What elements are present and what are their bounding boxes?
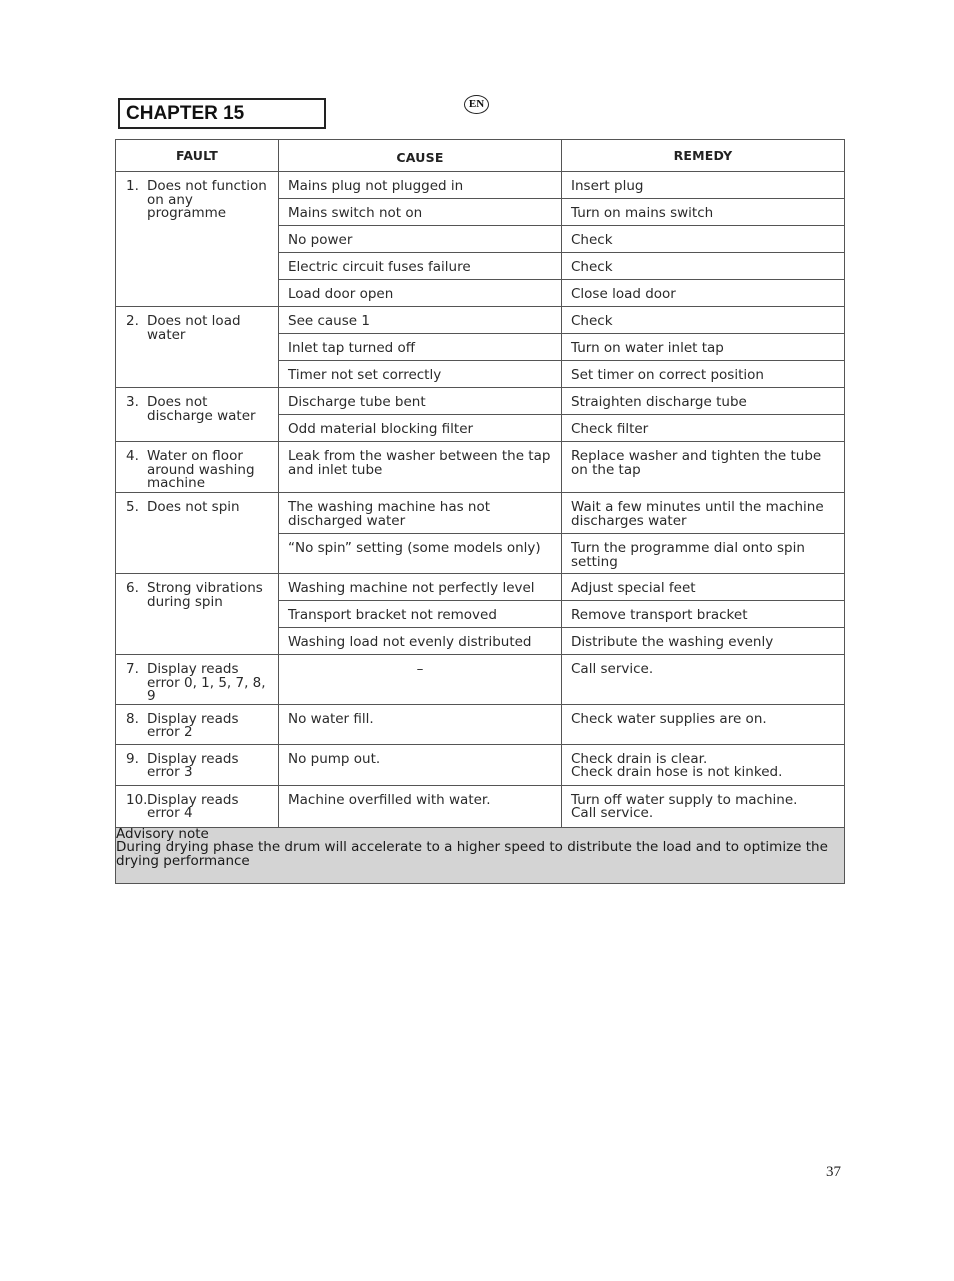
fault-number: 2. bbox=[126, 313, 139, 329]
header-cause: CAUSE bbox=[279, 140, 562, 172]
fault-cell bbox=[116, 307, 279, 388]
remedy-cell: Check bbox=[562, 226, 845, 253]
advisory-note bbox=[116, 827, 845, 883]
cause-cell: Discharge tube bent bbox=[279, 388, 562, 415]
fault-number: 9. bbox=[126, 750, 139, 767]
cause-cell: Washing machine not perfectly level bbox=[279, 574, 562, 601]
remedy-cell: Call service. bbox=[562, 655, 845, 705]
fault-cell bbox=[116, 744, 279, 785]
remedy-cell: Remove transport bracket bbox=[562, 601, 845, 628]
cause-cell: Transport bracket not removed bbox=[279, 601, 562, 628]
fault-number: 8. bbox=[126, 710, 139, 727]
fault-number: 4. bbox=[126, 448, 139, 464]
fault-text: Does not spin bbox=[147, 499, 240, 515]
fault-text: Strong vibrations during spin bbox=[147, 580, 263, 610]
cause-cell: Machine overfilled with water. bbox=[279, 785, 562, 827]
remedy-cell: Close load door bbox=[562, 280, 845, 307]
advisory-title: Advisory note bbox=[116, 825, 209, 842]
fault-text: Does not load water bbox=[147, 313, 241, 343]
table-row bbox=[116, 785, 845, 827]
remedy-cell: Turn the programme dial onto spin setting bbox=[562, 534, 845, 574]
fault-number: 5. bbox=[126, 499, 139, 515]
fault-number: 6. bbox=[126, 580, 139, 596]
table-row bbox=[116, 704, 845, 744]
table-row bbox=[116, 442, 845, 493]
remedy-cell: Insert plug bbox=[562, 172, 845, 199]
remedy-cell: Turn on mains switch bbox=[562, 199, 845, 226]
page-number: 37 bbox=[826, 1164, 841, 1180]
fault-cell bbox=[116, 574, 279, 655]
cause-cell: Leak from the washer between the tap and inlet tube bbox=[279, 442, 562, 493]
troubleshooting-table bbox=[115, 139, 845, 884]
fault-text: Display reads error 4 bbox=[147, 791, 239, 821]
fault-cell bbox=[116, 442, 279, 493]
fault-text: Display reads error 2 bbox=[147, 710, 239, 740]
remedy-cell: Straighten discharge tube bbox=[562, 388, 845, 415]
fault-number: 7. bbox=[126, 661, 139, 677]
cause-cell: No pump out. bbox=[279, 744, 562, 785]
fault-text: Display reads error 3 bbox=[147, 750, 239, 780]
fault-text: Display reads error 0, 1, 5, 7, 8, 9 bbox=[147, 661, 266, 704]
header-remedy: REMEDY bbox=[562, 140, 845, 172]
cause-cell: Washing load not evenly distributed bbox=[279, 628, 562, 655]
remedy-cell: Replace washer and tighten the tube on the tap bbox=[562, 442, 845, 493]
table-header-row bbox=[116, 140, 845, 172]
remedy-cell: Adjust special feet bbox=[562, 574, 845, 601]
table-row bbox=[116, 493, 845, 534]
advisory-text: During drying phase the drum will accelerate to a higher speed to distribute the load and to optimize the drying performance bbox=[116, 839, 828, 869]
cause-cell: Mains switch not on bbox=[279, 199, 562, 226]
cause-cell: Odd material blocking filter bbox=[279, 415, 562, 442]
chapter-title: CHAPTER 15 bbox=[126, 103, 245, 124]
fault-cell bbox=[116, 704, 279, 744]
language-badge: EN bbox=[464, 95, 489, 114]
remedy-cell: Turn on water inlet tap bbox=[562, 334, 845, 361]
cause-cell: Electric circuit fuses failure bbox=[279, 253, 562, 280]
cause-cell: “No spin” setting (some models only) bbox=[279, 534, 562, 574]
fault-text: Does not discharge water bbox=[147, 394, 256, 424]
cause-cell: – bbox=[279, 655, 562, 705]
remedy-cell: Distribute the washing evenly bbox=[562, 628, 845, 655]
remedy-cell: Check bbox=[562, 253, 845, 280]
fault-cell bbox=[116, 493, 279, 574]
remedy-cell: Turn off water supply to machine. Call service. bbox=[562, 785, 845, 827]
remedy-cell: Check filter bbox=[562, 415, 845, 442]
table-row bbox=[116, 307, 845, 334]
remedy-cell: Check bbox=[562, 307, 845, 334]
fault-number: 10. bbox=[126, 791, 148, 808]
cause-cell: Mains plug not plugged in bbox=[279, 172, 562, 199]
fault-number: 3. bbox=[126, 394, 139, 410]
table-row bbox=[116, 744, 845, 785]
cause-cell: Timer not set correctly bbox=[279, 361, 562, 388]
table-row bbox=[116, 388, 845, 415]
table-row bbox=[116, 574, 845, 601]
cause-cell: Inlet tap turned off bbox=[279, 334, 562, 361]
fault-text: Water on floor around washing machine bbox=[147, 448, 255, 491]
table-row bbox=[116, 655, 845, 705]
table-row bbox=[116, 172, 845, 199]
cause-cell: See cause 1 bbox=[279, 307, 562, 334]
cause-cell: The washing machine has not discharged water bbox=[279, 493, 562, 534]
advisory-row bbox=[116, 827, 845, 883]
fault-number: 1. bbox=[126, 178, 139, 194]
remedy-cell: Wait a few minutes until the machine discharges water bbox=[562, 493, 845, 534]
fault-text: Does not function on any programme bbox=[147, 178, 267, 221]
header-fault: FAULT bbox=[116, 140, 279, 172]
remedy-cell: Set timer on correct position bbox=[562, 361, 845, 388]
chapter-heading-box bbox=[118, 98, 326, 129]
cause-cell: Load door open bbox=[279, 280, 562, 307]
cause-cell: No water fill. bbox=[279, 704, 562, 744]
remedy-cell: Check drain is clear. Check drain hose is not kinked. bbox=[562, 744, 845, 785]
cause-cell: No power bbox=[279, 226, 562, 253]
fault-cell bbox=[116, 172, 279, 307]
fault-cell bbox=[116, 388, 279, 442]
fault-cell bbox=[116, 655, 279, 705]
remedy-cell: Check water supplies are on. bbox=[562, 704, 845, 744]
fault-cell bbox=[116, 785, 279, 827]
